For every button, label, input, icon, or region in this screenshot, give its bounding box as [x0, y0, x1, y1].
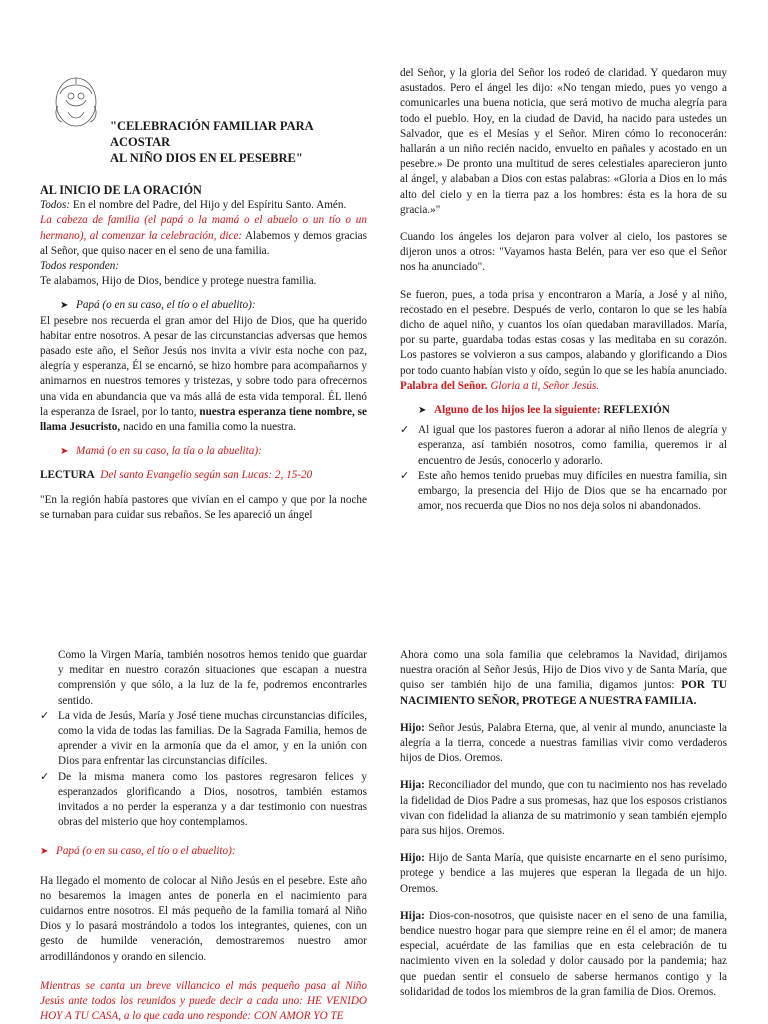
subheading-hijos: ➤ Alguno de los hijos lee la siguiente: REFLEXIÓN	[400, 403, 727, 418]
lectura-heading: LECTURA Del santo Evangelio según san Lucas: 2, 15-20	[40, 469, 313, 482]
paragraph-pesebre: El pesebre nos recuerda el gran amor del Hijo de Dios, que ha querido habitar entre nosotros. A pesar de las circunstancias adversas que hemos pasado este año, el Señor Jesús nos invita a vivir esta noche con paz, alegría y esperanza, Él se encarnó, se hizo hombre para acompañarnos y animarnos en nuestros temores y tristezas, y sobre todo para ofrecernos una vida en abundancia que va más allá de esta vida temporal. ÉL llenó la esperanza de Israel, por lo tanto, nuestra esperanza tiene nombre, se llama Jesucristo, nacido en una familia como la nuestra.	[40, 314, 367, 434]
heading-inicio: AL INICIO DE LA ORACIÓN	[40, 183, 202, 197]
checkmark-icon: ✓	[400, 424, 410, 437]
paragraph-virgen: Como la Virgen María, también nosotros hemos tenido que guardar y meditar en nuestro corazón situaciones que escapan a nuestra comprensión y que sólo, a la luz de la fe, podremos encontrarles sentido.	[58, 649, 367, 707]
arrow-icon: ➤	[60, 300, 69, 312]
paragraph-respuesta: Te alabamos, Hijo de Dios, bendice y protege nuestra familia.	[40, 275, 317, 288]
paragraph-oracion: Ahora como una sola familia que celebramos la Navidad, dirijamos nuestra oración al Señor Jesús, Hijo de Dios vivo y de Santa María, que quiso ser también hijo de una familia, digamos juntos: POR TU NACIMIENTO SEÑOR, PROTEGE A NUESTRA FAMILIA.	[400, 649, 727, 707]
subheading-papa: ➤ Papá (o en su caso, el tío o el abuelito):	[40, 298, 367, 313]
paragraph-nino-jesus: Ha llegado el momento de colocar al Niño Jesús en el pesebre. Este año no besaremos la imagen antes de ponerla en el nacimiento para cuidarnos entre nosotros. El más pequeño de la familia tomará al Niño Dios y lo pasará mostrándolo a todos los integrantes, quienes, con un gesto de humilde veneración, demostraremos nuestro amor arrodillándonos y orando en silencio.	[40, 874, 367, 963]
paragraph-hijo-2: Hijo: Hijo de Santa María, que quisiste encarnarte en el seno purísimo, protege y bendice a las mujeres que esperan la llegada de un hijo. Oremos.	[400, 852, 727, 895]
paragraph-hijo-1: Hijo: Señor Jesús, Palabra Eterna, que, al venir al mundo, anunciaste la alegría a la tierra, concede a nuestras familias vivir como verdaderos hijos de Dios. Oremos.	[400, 721, 727, 765]
column-bottom-right	[400, 648, 727, 1000]
column-top-left	[40, 118, 367, 523]
checkmark-icon: ✓	[40, 770, 50, 783]
arrow-icon: ➤	[418, 405, 427, 417]
paragraph-lectura: "En la región había pastores que vivían en el campo y que por la noche se turnaban para cuidar sus rebaños. Se les apareció un ángel	[40, 493, 367, 521]
column-top-right	[400, 66, 727, 514]
paragraph-hija-2: Hija: Dios-con-nosotros, que quisiste nacer en el seno de una familia, bendice nuestro hogar para que siempre reine en él el amor; de manera especial, acuérdate de las familias que en esta celebración de tu nacimiento viven en la soledad y dolor causado por la pandemia; haz que puedan sentir el consuelo de saberse hermanos contigo y la solidaridad de todos los miembros de la gran familia de Dios. Oremos.	[400, 909, 727, 998]
subheading-mama: ➤ Mamá (o en su caso, la tía o la abuelita):	[40, 444, 367, 459]
paragraph-angeles: Cuando los ángeles los dejaron para volver al cielo, los pastores se dijeron unos a otros: "Vayamos hasta Belén, para ver eso que el Señor nos ha anunciado".	[400, 231, 727, 274]
list-item: ✓ La vida de Jesús, María y José tiene muchas circunstancias difíciles, como la vida de todas las familias. De la Sagrada Familia, hemos de aprender a vivir en la armonía que da el amor, y en la unión con Dios para enfrentar las circunstancias difíciles.	[40, 709, 367, 768]
column-bottom-left	[40, 648, 367, 1024]
arrow-icon: ➤	[60, 446, 69, 458]
todos-responden-label: Todos responden:	[40, 260, 120, 273]
checkmark-icon: ✓	[400, 469, 410, 482]
paragraph-villancico: Mientras se canta un breve villancico el más pequeño pasa al Niño Jesús ante todos los reunidos y puede decir a cada uno: HE VENIDO HOY A TU CASA, a lo que cada uno responde: CON AMOR YO TE	[40, 979, 367, 1023]
arrow-icon: ➤	[40, 846, 49, 858]
list-item: ✓ Al igual que los pastores fueron a adorar al niño llenos de alegría y esperanza, así también nosotros, como familia, queremos ir al encuentro de Jesús, conocerlo y adorarlo.	[400, 424, 727, 467]
paragraph-hija-1: Hija: Reconciliador del mundo, que con tu nacimiento nos has revelado la fidelidad de Dios Padre a sus promesas, haz que los esposos cristianos vivan con fidelidad la alianza de su matrimonio y sean también ejemplo para sus hijos. Oremos.	[400, 779, 727, 838]
paragraph-cabeza: La cabeza de familia (el papá o la mamá o el abuelo o un tío o un hermano), al comenzar la celebración, dice: Alabemos y demos gracias al Señor, que quiso nacer en el seno de una familia.	[40, 214, 367, 257]
list-item: ✓ Este año hemos tenido pruebas muy difíciles en nuestra familia, sin embargo, la presencia del Hijo de Dios que se ha encarnado por amor, nos recuerda que Dios no nos deja solos ni abandonados.	[400, 469, 727, 513]
doc-title: "CELEBRACIÓN FAMILIAR PARA ACOSTAR AL NIÑO DIOS EN EL PESEBRE"	[110, 119, 314, 165]
subheading-papa-2: ➤ Papá (o en su caso, el tío o el abuelito):	[40, 844, 367, 859]
paragraph-lectura-cont: del Señor, y la gloria del Señor los rodeó de claridad. Y quedaron muy asustados. Pero el ángel les dijo: «No tengan miedo, pues yo vengo a comunicarles una buena noticia, que será motivo de mucha alegría para todo el pueblo. Hoy, en la ciudad de David, ha nacido para ustedes un Salvador, que es el Mesías y el Señor. Miren cómo lo reconocerán: hallarán a un niño recién nacido, envuelto en pañales y acostado en un pesebre.» De pronto una multitud de seres celestiales aparecieron junto al ángel, y alababan a Dios con estas palabras: «Gloria a Dios en lo más alto del cielo y en la tierra paz a los hombres: ésta es la hora de su gracia.»"	[400, 67, 727, 216]
list-item: ✓ De la misma manera como los pastores regresaron felices y esperanzados glorificando a Dios, nosotros, también estamos invitados a no perder la esperanza y a dar testimonio con nuestras obras del misterio que hoy contemplamos.	[40, 770, 367, 829]
paragraph-todos: Todos: En el nombre del Padre, del Hijo y del Espíritu Santo. Amén.	[40, 199, 347, 212]
paragraph-pastores: Se fueron, pues, a toda prisa y encontraron a María, a José y al niño, recostado en el pesebre. Después de verlo, contaron lo que se les había dicho de aquel niño, y cuantos los oían quedaban maravillados. María, por su parte, guardaba todas estas cosas y las meditaba en su corazón. Los pastores se volvieron a sus campos, alabando y glorificando a Dios por todo cuanto habían visto y oído, según lo que se les había anunciado. Palabra del Señor. Gloria a ti, Señor Jesús.	[400, 288, 727, 392]
checkmark-icon: ✓	[40, 709, 50, 722]
